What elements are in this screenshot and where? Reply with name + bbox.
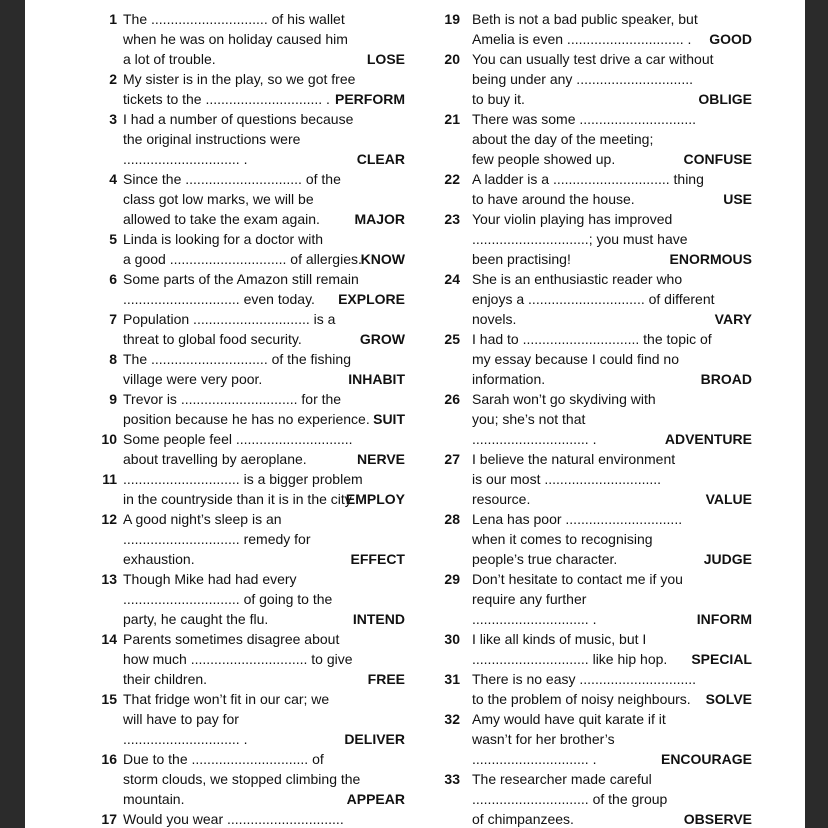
- exercise-item: [25, 689, 405, 749]
- sentence-line: allowed to take the exam again.: [123, 211, 320, 227]
- root-word: SUIT: [373, 411, 405, 427]
- sentence-line: That fridge won’t fit in our car; we: [123, 691, 330, 707]
- item-number: 27: [444, 451, 460, 467]
- sentence-line: The researcher made careful: [472, 771, 652, 787]
- root-word: SPECIAL: [691, 651, 752, 667]
- item-number: 9: [109, 391, 117, 407]
- exercise-item: [25, 109, 405, 169]
- sentence-line: .............................. of the group: [472, 791, 668, 807]
- sentence-line: Trevor is .............................. for the: [123, 391, 342, 407]
- exercise-item: [25, 469, 405, 509]
- sentence-line: The .............................. of the fishing: [123, 351, 351, 367]
- root-word: ENORMOUS: [669, 251, 752, 267]
- root-word: ENCOURAGE: [660, 751, 752, 767]
- exercise-item: [430, 329, 750, 389]
- root-word: EMPLOY: [345, 491, 405, 507]
- exercise-item: [430, 569, 750, 629]
- root-word: OBSERVE: [683, 811, 752, 827]
- root-word: LOSE: [366, 51, 405, 67]
- sentence-line: .............................. like hip hop.: [472, 651, 668, 667]
- sentence-line: position because he has no experience.: [123, 411, 370, 427]
- left-column: [25, 9, 405, 828]
- item-number: 31: [444, 671, 460, 687]
- sentence-line: Though Mike had had every: [123, 571, 297, 587]
- sentence-line: Would you wear ..............................: [123, 811, 344, 827]
- sentence-line: There is no easy ..............................: [472, 671, 697, 687]
- sentence-line: require any further: [472, 591, 587, 607]
- sentence-line: storm clouds, we stopped climbing the: [123, 771, 361, 787]
- sentence-line: to buy it.: [472, 91, 525, 107]
- sentence-line: few people showed up.: [472, 151, 616, 167]
- exercise-item: [25, 229, 405, 269]
- sentence-line: ..............................; you must have: [472, 231, 688, 247]
- sentence-line: I had to .............................. the topic of: [472, 331, 712, 347]
- root-word: GOOD: [709, 31, 752, 47]
- sentence-line: My sister is in the play, so we got free: [123, 71, 356, 87]
- item-number: 3: [109, 111, 117, 127]
- root-word: APPEAR: [346, 791, 405, 807]
- sentence-line: resource.: [472, 491, 531, 507]
- root-word: ADVENTURE: [664, 431, 752, 447]
- root-word: INTEND: [352, 611, 405, 627]
- sentence-line: .............................. of going to the: [123, 591, 333, 607]
- item-number: 21: [444, 111, 460, 127]
- exercise-item: [430, 629, 750, 669]
- item-number: 1: [109, 11, 117, 27]
- exercise-item: [430, 9, 750, 49]
- item-number: 20: [444, 51, 460, 67]
- item-number: 12: [101, 511, 117, 527]
- sentence-line: will have to pay for: [123, 711, 239, 727]
- root-word: INHABIT: [348, 371, 405, 387]
- sentence-line: A good night’s sleep is an: [123, 511, 282, 527]
- sentence-line: Due to the .............................. of: [123, 751, 324, 767]
- sentence-line: class got low marks, we will be: [123, 191, 314, 207]
- sentence-line: .............................. .: [123, 151, 248, 167]
- root-word: INFORM: [696, 611, 752, 627]
- item-number: 30: [444, 631, 460, 647]
- sentence-line: .............................. .: [472, 751, 597, 767]
- sentence-line: I like all kinds of music, but I: [472, 631, 647, 647]
- item-number: 17: [101, 811, 117, 827]
- sentence-line: is our most ..............................: [472, 471, 662, 487]
- sentence-line: Some people feel ..............................: [123, 431, 353, 447]
- sentence-line: The .............................. of his wallet: [123, 11, 345, 27]
- sentence-line: information.: [472, 371, 546, 387]
- sentence-line: exhaustion.: [123, 551, 195, 567]
- sentence-line: I believe the natural environment: [472, 451, 676, 467]
- item-number: 23: [444, 211, 460, 227]
- item-number: 29: [444, 571, 460, 587]
- exercise-item: [430, 769, 750, 828]
- sentence-line: Sarah won’t go skydiving with: [472, 391, 656, 407]
- exercise-item: [430, 169, 750, 209]
- sentence-line: Amelia is even .............................. .: [472, 31, 692, 47]
- sentence-line: Don’t hesitate to contact me if you: [472, 571, 683, 587]
- sentence-line: a lot of trouble.: [123, 51, 216, 67]
- root-word: OBLIGE: [698, 91, 752, 107]
- item-number: 10: [101, 431, 117, 447]
- exercise-item: [25, 9, 405, 69]
- exercise-item: [430, 669, 750, 709]
- sentence-line: wasn’t for her brother’s: [472, 731, 615, 747]
- item-number: 5: [109, 231, 117, 247]
- sentence-line: Population .............................. is a: [123, 311, 336, 327]
- exercise-item: [430, 49, 750, 109]
- root-word: FREE: [367, 671, 405, 687]
- sentence-line: village were very poor.: [123, 371, 263, 387]
- sentence-line: .............................. .: [123, 731, 248, 747]
- root-word: NERVE: [357, 451, 405, 467]
- item-number: 2: [109, 71, 117, 87]
- sentence-line: a good .............................. of allergies.: [123, 251, 362, 267]
- item-number: 33: [444, 771, 460, 787]
- root-word: VALUE: [705, 491, 752, 507]
- sentence-line: There was some ..............................: [472, 111, 697, 127]
- sentence-line: Your violin playing has improved: [472, 211, 673, 227]
- sentence-line: threat to global food security.: [123, 331, 302, 347]
- exercise-item: [25, 629, 405, 689]
- root-word: DELIVER: [344, 731, 405, 747]
- exercise-item: [25, 429, 405, 469]
- item-number: 16: [101, 751, 117, 767]
- exercise-item: [430, 209, 750, 269]
- item-number: 22: [444, 171, 460, 187]
- exercise-item: [430, 709, 750, 769]
- item-number: 4: [109, 171, 117, 187]
- item-number: 25: [444, 331, 460, 347]
- item-number: 13: [101, 571, 117, 587]
- item-number: 26: [444, 391, 460, 407]
- item-number: 8: [109, 351, 117, 367]
- root-word: VARY: [714, 311, 752, 327]
- exercise-item: [25, 309, 405, 349]
- sentence-line: You can usually test drive a car without: [472, 51, 714, 67]
- sentence-line: .............................. even today.: [123, 291, 315, 307]
- sentence-line: people’s true character.: [472, 551, 618, 567]
- exercise-item: [25, 389, 405, 429]
- exercise-item: [25, 169, 405, 229]
- exercise-item: [430, 449, 750, 509]
- root-word: EFFECT: [350, 551, 405, 567]
- sentence-line: .............................. .: [472, 431, 597, 447]
- sentence-line: Some parts of the Amazon still remain: [123, 271, 359, 287]
- exercise-page: [25, 0, 805, 828]
- item-number: 32: [444, 711, 460, 727]
- sentence-line: in the countryside than it is in the city.: [123, 491, 355, 507]
- exercise-item: [430, 509, 750, 569]
- sentence-line: party, he caught the flu.: [123, 611, 269, 627]
- sentence-line: She is an enthusiastic reader who: [472, 271, 683, 287]
- sentence-line: you; she’s not that: [472, 411, 586, 427]
- sentence-line: .............................. .: [472, 611, 597, 627]
- sentence-line: to the problem of noisy neighbours.: [472, 691, 691, 707]
- sentence-line: been practising!: [472, 251, 571, 267]
- exercise-item: [430, 269, 750, 329]
- exercise-item: [430, 389, 750, 449]
- item-number: 28: [444, 511, 460, 527]
- sentence-line: being under any ..............................: [472, 71, 693, 87]
- root-word: EXPLORE: [338, 291, 405, 307]
- sentence-line: I had a number of questions because: [123, 111, 354, 127]
- exercise-item: [25, 749, 405, 809]
- exercise-item: [25, 809, 405, 828]
- sentence-line: Amy would have quit karate if it: [472, 711, 666, 727]
- sentence-line: .............................. remedy for: [123, 531, 311, 547]
- root-word: JUDGE: [703, 551, 752, 567]
- exercise-item: [430, 109, 750, 169]
- sentence-line: tickets to the .............................. .: [123, 91, 330, 107]
- sentence-line: A ladder is a .............................. thing: [472, 171, 704, 187]
- sentence-line: about travelling by aeroplane.: [123, 451, 307, 467]
- sentence-line: my essay because I could find no: [472, 351, 680, 367]
- right-column: [430, 9, 750, 828]
- root-word: KNOW: [360, 251, 405, 267]
- root-word: CLEAR: [356, 151, 405, 167]
- root-word: GROW: [359, 331, 405, 347]
- item-number: 19: [444, 11, 460, 27]
- sentence-line: their children.: [123, 671, 208, 687]
- item-number: 7: [109, 311, 117, 327]
- sentence-line: of chimpanzees.: [472, 811, 574, 827]
- root-word: SOLVE: [705, 691, 752, 707]
- exercise-item: [25, 69, 405, 109]
- root-word: PERFORM: [335, 91, 405, 107]
- sentence-line: mountain.: [123, 791, 185, 807]
- sentence-line: Beth is not a bad public speaker, but: [472, 11, 698, 27]
- sentence-line: enjoys a .............................. of different: [472, 291, 715, 307]
- exercise-item: [25, 569, 405, 629]
- item-number: 24: [444, 271, 460, 287]
- sentence-line: when he was on holiday caused him: [123, 31, 348, 47]
- sentence-line: .............................. is a bigger problem: [123, 471, 363, 487]
- root-word: CONFUSE: [683, 151, 752, 167]
- sentence-line: how much .............................. to give: [123, 651, 353, 667]
- exercise-item: [25, 509, 405, 569]
- sentence-line: Parents sometimes disagree about: [123, 631, 340, 647]
- item-number: 15: [101, 691, 117, 707]
- item-number: 11: [102, 471, 117, 487]
- exercise-item: [25, 269, 405, 309]
- sentence-line: about the day of the meeting;: [472, 131, 654, 147]
- sentence-line: to have around the house.: [472, 191, 635, 207]
- root-word: MAJOR: [354, 211, 405, 227]
- sentence-line: the original instructions were: [123, 131, 301, 147]
- item-number: 6: [109, 271, 117, 287]
- sentence-line: novels.: [472, 311, 517, 327]
- root-word: USE: [723, 191, 752, 207]
- sentence-line: Since the .............................. of the: [123, 171, 341, 187]
- root-word: BROAD: [700, 371, 752, 387]
- sentence-line: Lena has poor ..............................: [472, 511, 683, 527]
- sentence-line: Linda is looking for a doctor with: [123, 231, 323, 247]
- exercise-item: [25, 349, 405, 389]
- sentence-line: when it comes to recognising: [472, 531, 653, 547]
- item-number: 14: [101, 631, 117, 647]
